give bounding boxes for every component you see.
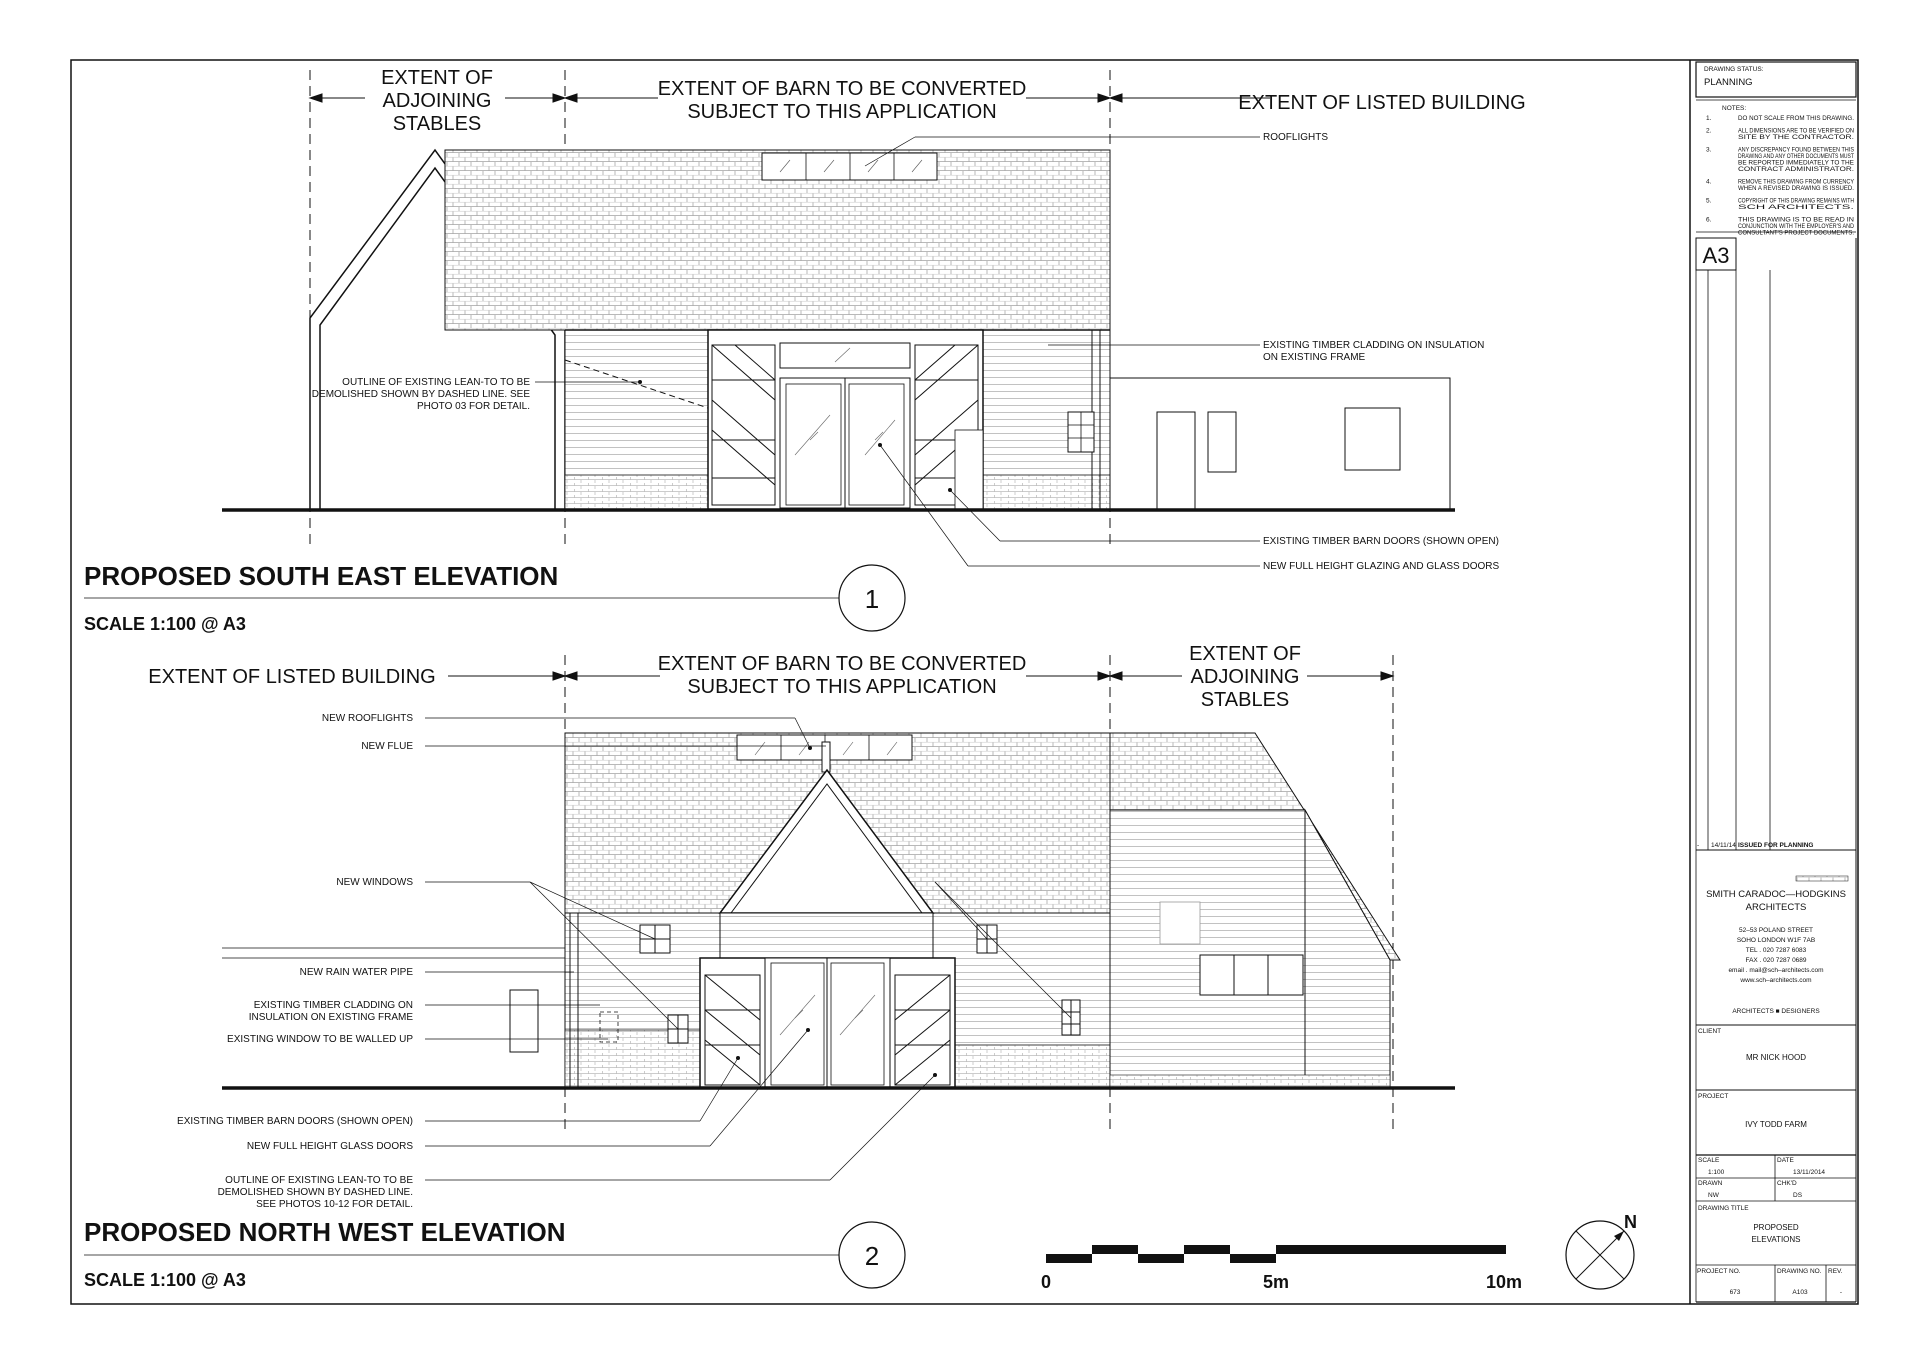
project-label: PROJECT <box>1698 1093 1729 1100</box>
note-text: SITE BY THE CONTRACTOR. <box>1738 134 1855 141</box>
revision-date: 14/11/14 <box>1711 842 1736 849</box>
address-2: SOHO LONDON W1F 7AB <box>1736 937 1816 944</box>
note-text: DO NOT SCALE FROM THIS DRAWING. <box>1738 115 1855 122</box>
note-new-rooflights: NEW ROOFLIGHTS <box>321 713 413 724</box>
rev-value: - <box>1839 1289 1843 1296</box>
rooflights <box>762 153 937 180</box>
title-block-text <box>1697 66 1855 1296</box>
note-text: CONJUNCTION WITH THE EMPLOYER'S AND <box>1738 223 1855 230</box>
scale-bar <box>1041 1245 1522 1292</box>
note-cladding-2-1: EXISTING TIMBER CLADDING ON <box>253 1000 413 1011</box>
drawing-title-label: DRAWING TITLE <box>1698 1205 1749 1212</box>
note-text: WHEN A REVISED DRAWING IS ISSUED. <box>1738 185 1855 192</box>
note-text: CONSULTANT'S PROJECT DOCUMENTS. <box>1738 229 1855 237</box>
note-new-flue: NEW FLUE <box>361 741 413 752</box>
address-6: www.sch–architects.com <box>1740 977 1812 984</box>
note-leanto-1: OUTLINE OF EXISTING LEAN-TO TO BE <box>342 377 530 388</box>
client-value: MR NICK HOOD <box>1746 1053 1806 1062</box>
note-text: REMOVE THIS DRAWING FROM CURRENCY <box>1738 178 1855 186</box>
note-leanto-2-1: OUTLINE OF EXISTING LEAN-TO TO BE <box>225 1175 413 1186</box>
drawing-no-label: DRAWING NO. <box>1777 1268 1822 1275</box>
note-barn-doors-2: EXISTING TIMBER BARN DOORS (SHOWN OPEN) <box>177 1116 413 1127</box>
extent-barn-label-2a: EXTENT OF BARN TO BE CONVERTED <box>657 653 1027 675</box>
date-label: DATE <box>1777 1157 1794 1164</box>
north-west-elevation <box>84 643 1455 1290</box>
drawn-label: DRAWN <box>1698 1180 1723 1187</box>
note-leanto-2-3: SEE PHOTOS 10-12 FOR DETAIL. <box>256 1199 413 1210</box>
note-cladding-2-2: INSULATION ON EXISTING FRAME <box>248 1012 413 1023</box>
sheet-size: A3 <box>1702 243 1730 268</box>
note-text: THIS DRAWING IS TO BE READ IN <box>1738 216 1855 224</box>
elevation-1-number: 1 <box>864 584 880 614</box>
elevation-1-title: PROPOSED SOUTH EAST ELEVATION <box>84 561 559 591</box>
project-no-label: PROJECT NO. <box>1697 1268 1741 1275</box>
status-value: PLANNING <box>1704 77 1753 88</box>
extent-listed-label: EXTENT OF LISTED BUILDING <box>1238 92 1526 114</box>
listed-building <box>1110 378 1450 510</box>
north-label: N <box>1624 1212 1637 1232</box>
date-value: 13/11/2014 <box>1793 1169 1826 1176</box>
note-text: ALL DIMENSIONS ARE TO BE VERIFIED ON <box>1738 127 1855 135</box>
extent-barn-label-2b: SUBJECT TO THIS APPLICATION <box>687 676 997 698</box>
status-label: DRAWING STATUS: <box>1704 66 1764 73</box>
address-4: FAX . 020 7287 0689 <box>1745 957 1807 964</box>
note-glazing: NEW FULL HEIGHT GLAZING AND GLASS DOORS <box>1263 561 1500 572</box>
project-value: IVY TODD FARM <box>1745 1120 1807 1129</box>
note-leanto-2: DEMOLISHED SHOWN BY DASHED LINE. SEE <box>311 389 530 400</box>
note-glass-doors: NEW FULL HEIGHT GLASS DOORS <box>246 1141 413 1152</box>
note-leanto-2-2: DEMOLISHED SHOWN BY DASHED LINE. <box>217 1187 413 1198</box>
note-rooflights: ROOFLIGHTS <box>1263 132 1329 143</box>
scale-value: 1:100 <box>1708 1169 1725 1176</box>
elevation-2-title: PROPOSED NORTH WEST ELEVATION <box>84 1217 566 1247</box>
note-number: 5. <box>1706 197 1712 205</box>
note-text: ANY DISCREPANCY FOUND BETWEEN THIS <box>1738 146 1855 154</box>
client-label: CLIENT <box>1698 1028 1722 1035</box>
address-5: email . mail@sch–architects.com <box>1728 967 1824 974</box>
drawing-title-1: PROPOSED <box>1753 1223 1799 1232</box>
extent-stables-label-2: ADJOINING <box>382 90 492 112</box>
note-text: SCH ARCHITECTS. <box>1738 204 1855 211</box>
note-barn-doors: EXISTING TIMBER BARN DOORS (SHOWN OPEN) <box>1263 536 1499 547</box>
drawing-no-value: A103 <box>1792 1289 1808 1296</box>
note-text: CONTRACT ADMINISTRATOR. <box>1738 166 1855 173</box>
extent-barn-label-2: SUBJECT TO THIS APPLICATION <box>687 101 997 123</box>
extent-listed-label-2: EXTENT OF LISTED BUILDING <box>148 666 436 688</box>
firm-sub: ARCHITECTS <box>1745 902 1807 913</box>
revision-desc: ISSUED FOR PLANNING <box>1738 842 1814 849</box>
north-arrow-icon <box>1566 1212 1637 1289</box>
drawing-title-2: ELEVATIONS <box>1751 1235 1801 1244</box>
extent-stables-label-2c: STABLES <box>1200 689 1290 711</box>
extent-stables-label-1: EXTENT OF <box>381 67 493 89</box>
notes-label: NOTES: <box>1722 105 1747 112</box>
note-number: 2. <box>1706 127 1712 135</box>
note-new-windows: NEW WINDOWS <box>336 877 413 888</box>
address-1: 52–53 POLAND STREET <box>1738 927 1814 934</box>
note-walled-up: EXISTING WINDOW TO BE WALLED UP <box>227 1034 413 1045</box>
project-no-value: 673 <box>1729 1289 1741 1296</box>
note-rain-water-pipe: NEW RAIN WATER PIPE <box>299 967 413 978</box>
note-number: 4. <box>1706 178 1712 186</box>
extent-stables-label-2b: ADJOINING <box>1190 666 1300 688</box>
south-east-elevation <box>84 67 1526 634</box>
note-number: 3. <box>1706 146 1712 154</box>
note-text: BE REPORTED IMMEDIATELY TO THE <box>1738 159 1855 167</box>
checked-value: DS <box>1793 1192 1803 1199</box>
note-cladding-2: ON EXISTING FRAME <box>1263 352 1366 363</box>
note-leanto-3: PHOTO 03 FOR DETAIL. <box>417 401 530 412</box>
elevation-2-scale: SCALE 1:100 @ A3 <box>84 1270 246 1290</box>
scale-bar-5m: 5m <box>1262 1272 1290 1292</box>
revision-rev: - <box>1697 842 1700 849</box>
scale-bar-0: 0 <box>1040 1272 1052 1292</box>
elevation-1-scale: SCALE 1:100 @ A3 <box>84 614 246 634</box>
firm-name: SMITH CARADOC—HODGKINS <box>1706 889 1846 900</box>
extent-stables-label-3: STABLES <box>392 113 482 135</box>
note-number: 1. <box>1706 115 1712 122</box>
rev-label: REV. <box>1828 1268 1843 1275</box>
firm-tagline: ARCHITECTS ■ DESIGNERS <box>1732 1008 1820 1015</box>
new-flue <box>822 742 830 772</box>
elevation-2-number: 2 <box>864 1241 880 1271</box>
address-3: TEL . 020 7287 6083 <box>1745 947 1807 954</box>
note-number: 6. <box>1706 216 1712 224</box>
note-cladding-1: EXISTING TIMBER CLADDING ON INSULATION <box>1263 340 1485 351</box>
note-text: COPYRIGHT OF THIS DRAWING REMAINS WITH <box>1738 197 1855 205</box>
checked-label: CHK'D <box>1777 1180 1797 1187</box>
note-text: DRAWING AND ANY OTHER DOCUMENTS MUST <box>1738 153 1855 160</box>
extent-barn-label-1: EXTENT OF BARN TO BE CONVERTED <box>657 78 1027 100</box>
scale-label: SCALE <box>1698 1157 1720 1164</box>
drawn-value: NW <box>1708 1192 1719 1199</box>
scale-bar-10m: 10m <box>1485 1272 1523 1292</box>
stables-wall <box>1110 810 1305 1088</box>
extent-stables-label-2a: EXTENT OF <box>1189 643 1301 665</box>
title-block-notes <box>1706 115 1855 237</box>
